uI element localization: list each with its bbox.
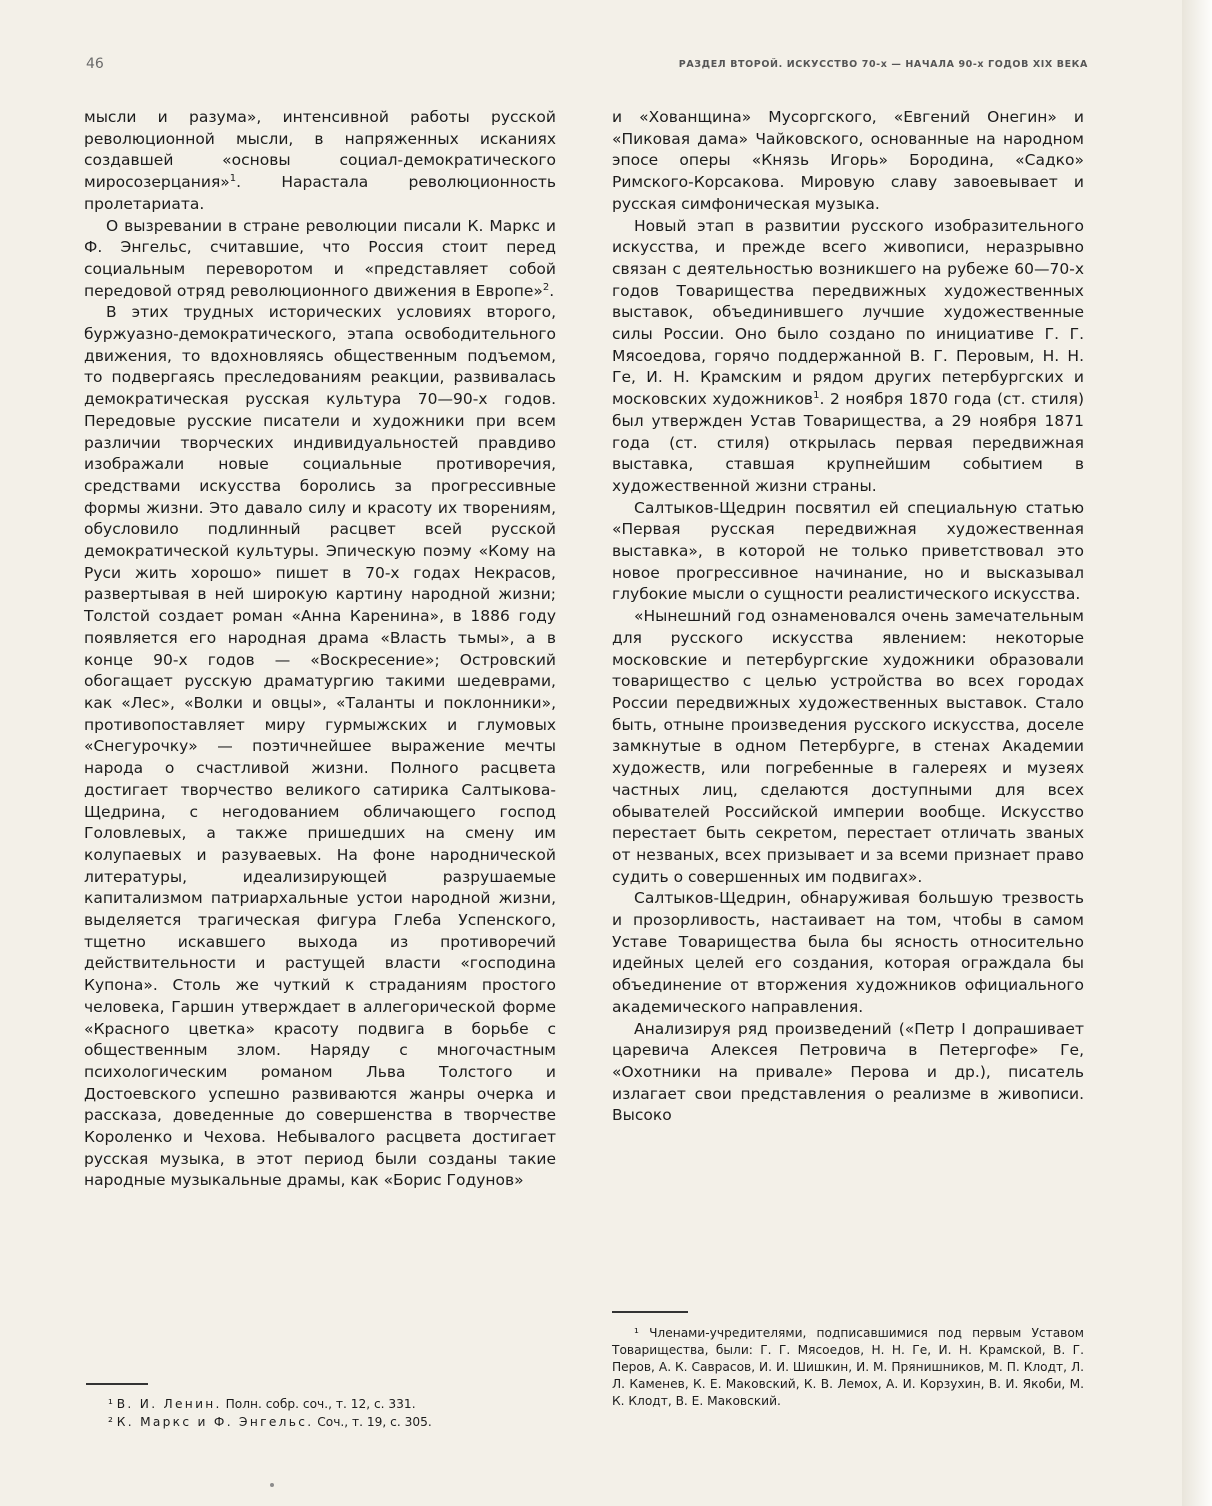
footnote: ¹ Членами-учредителями, подписавшимися под первым Уставом Товарищества, были: Г. Г. Мясоедов, Н. Н. Ге, И. Н. Крамской, В. Г. Перов, А. К. Саврасов, И. И. Шишкин, И. М. Прянишников, М. П. Клодт, Л. Л. Каменев, К. Е. Маковский, К. В. Лемох, А. И. Корзухин, В. И. Якоби, М. К. Клодт, В. Е. Маковский. bbox=[612, 1326, 1085, 1408]
footnote: ² К. Маркс и Ф. Энгельс. Соч., т. 19, с. 305. bbox=[108, 1415, 432, 1429]
footnote-divider bbox=[86, 1383, 148, 1385]
footnote-divider bbox=[612, 1311, 688, 1313]
paragraph: О вызревании в стране революции писали К. Маркс и Ф. Энгельс, считавшие, что Россия стоит перед социальным переворотом и «представляет собой передовой отряд революционного движения в Европе»$^2$. bbox=[84, 216, 556, 300]
quotation-paragraph: «Нынешний год ознаменовался очень замечательным для русского искусства явлением: некоторые московские и петербургские художники образовали товарищество с целью устройства во всех городах России передвижных художественных выставок. Стало быть, отныне произведения русского искусства, доселе замкнутые в одном Петербурге, в стенах Академии художеств, или погребенные в галереях и музеях частных лиц, сделаются доступными для всех обывателей Российской империи вообще. Искусство перестает быть секретом, перестает отличать званых от незваных, всех призывает и за всеми признает право судить о совершенных им подвигах». bbox=[612, 607, 1084, 886]
paragraph: Анализируя ряд произведений («Петр I допрашивает царевича Алексея Петровича в Петергофе» Ге, «Охотники на привале» Перова и др.), писатель излагает свои представления о реализме в живописи. Высоко bbox=[612, 1019, 1084, 1125]
paragraph: мысли и разума», интенсивной работы русской революционной мысли, в напряженных исканиях создавшей «основы социал-демократического миросозерцания»$^1$. Нарастала революционность пролетариата. bbox=[84, 108, 556, 213]
page-edge-shadow bbox=[1182, 0, 1212, 1506]
paragraph: и «Хованщина» Мусоргского, «Евгений Онегин» и «Пиковая дама» Чайковского, основанные на народном эпосе оперы «Князь Игорь» Бородина, «Садко» Римского-Корсакова. Мировую славу завоевывает и русская симфоническая музыка. bbox=[612, 108, 1084, 213]
footnote-ref: 1 bbox=[813, 389, 820, 401]
left-column bbox=[84, 107, 556, 1192]
paragraph: Новый этап в развитии русского изобразительного искусства, и прежде всего живописи, неразрывно связан с деятельностью возникшего на рубеже 60—70-х годов Товарищества передвижных художественных выставок, объединившего лучшие художественные силы России. Оно было создано по инициативе Г. Г. Мясоедова, горячо поддержанной В. Г. Перовым, Н. Н. Ге, И. Н. Крамским и рядом других петербургских и московских художников$^1$. 2 ноября 1870 года (ст. стиля) был утвержден Устав Товарищества, а 29 ноября 1871 года (ст. стиля) открылась первая передвижная выставка, ставшая крупнейшим событием в художественной жизни страны. bbox=[612, 216, 1085, 495]
right-column bbox=[612, 107, 1084, 1127]
footnote-ref: 1 bbox=[229, 172, 237, 184]
paragraph: В этих трудных исторических условиях второго, буржуазно-демократического, этапа освободительного движения, то вдохновляясь общественным подъемом, то подвергаясь преследованиям реакции, развивалась демократическая русская культура 70—90-х годов. Передовые русские писатели и художники при всем различии творческих индивидуальностей правдиво изображали новые социальные противоречия, средствами искусства боролись за прогрессивные формы жизни. Это давало силу и красоту их творениям, обусловило подлинный расцвет всей русской демократической культуры. Эпическую поэму «Кому на Руси жить хорошо» пишет в 70-х годах Некрасов, развертывая в ней широкую картину народной жизни; Толстой создает роман «Анна Каренина», в 1886 году появляется его народная драма «Власть тьмы», а в конце 90-х годов — «Воскресение»; Островский обогащает русскую драматургию такими шедеврами, как «Лес», «Волки и овцы», «Таланты и поклонники», противопоставляет миру гурмыжских и глумовых «Снегурочку» — поэтичнейшее выражение мечты народа о счастливой жизни. Полного расцвета достигает творчество великого сатирика Салтыкова-Щедрина, с негодованием обличающего господ Головлевых, а также пришедших на смену им колупаевых и разуваевых. На фоне народнической литературы, идеализирующей разрушаемые капитализмом патриархальные устои народной жизни, выделяется трагическая фигура Глеба Успенского, тщетно искавшего выхода из противоречий действительности и растущей власти «господина Купона». Столь же чуткий к страданиям простого человека, Гаршин утверждает в аллегорической форме «Красного цветка» красоту подвига в борьбе с общественным злом. Наряду с многочастным психологическим романом Льва Толстого и Достоевского успешно развиваются жанры очерка и рассказа, доведенные до совершенства в творчестве Короленко и Чехова. Небывалого расцвета достигает русская музыка, в этот период были созданы такие народные музыкальные драмы, как «Борис Годунов» bbox=[84, 303, 556, 1190]
paragraph: Салтыков-Щедрин, обнаруживая большую трезвость и прозорливость, настаивает на том, чтобы в самом Уставе Товарищества была бы ясность относительно идейных целей его создания, которая ограждала бы объединение от вторжения художников официального академического направления. bbox=[612, 889, 1084, 1016]
print-speck bbox=[270, 1483, 274, 1487]
paragraph: Салтыков-Щедрин посвятил ей специальную статью «Первая русская передвижная художественная выставка», в которой не только приветствовал это новое прогрессивное начинание, но и высказывал глубокие мысли о сущности реалистического искусства. bbox=[612, 498, 1084, 604]
page-number: 46 bbox=[86, 56, 104, 72]
running-head: РАЗДЕЛ ВТОРОЙ. ИСКУССТВО 70-х — НАЧАЛА 90-х ГОДОВ XIX ВЕКА bbox=[678, 59, 1088, 70]
footnote-ref: 2 bbox=[542, 281, 550, 293]
footnote: ¹ В. И. Ленин. Полн. собр. соч., т. 12, с. 331. bbox=[108, 1397, 416, 1411]
